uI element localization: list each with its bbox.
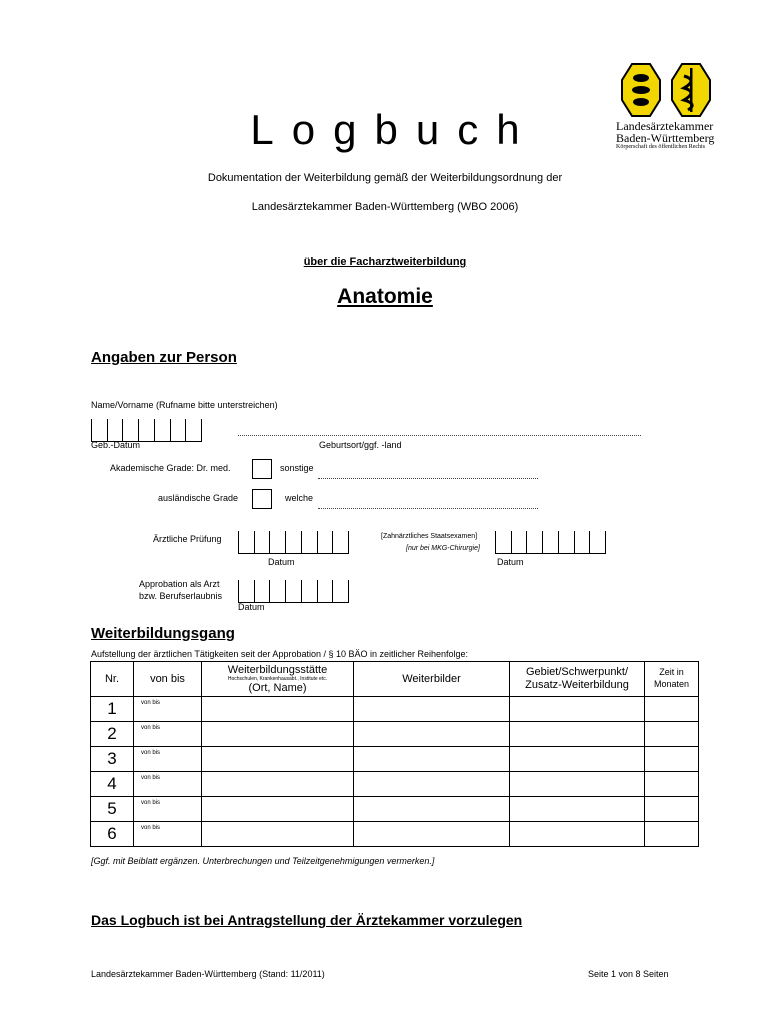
row-staette[interactable] bbox=[202, 722, 354, 747]
row-weiterbilder[interactable] bbox=[354, 772, 510, 797]
row-weiterbilder[interactable] bbox=[354, 697, 510, 722]
col-zeit-1: Zeit in bbox=[659, 667, 684, 678]
logo-text-2: Baden-Württemberg bbox=[616, 131, 715, 145]
row-gebiet[interactable] bbox=[510, 697, 645, 722]
row-nr: 3 bbox=[91, 747, 134, 772]
col-zeit-2: Monaten bbox=[653, 679, 690, 689]
table-row bbox=[91, 722, 699, 747]
row-vonbis: von bis bbox=[141, 825, 161, 831]
row-zeit[interactable] bbox=[645, 747, 699, 772]
weiterbildung-heading: Weiterbildungsgang bbox=[91, 625, 235, 642]
geb-datum-label: Geb.-Datum bbox=[91, 440, 141, 450]
approb-label-1: Approbation als Arzt bbox=[139, 579, 220, 589]
row-staette[interactable] bbox=[202, 747, 354, 772]
row-staette[interactable] bbox=[202, 797, 354, 822]
col-weiterbilder: Weiterbilder bbox=[354, 662, 510, 697]
footer-left: Landesärztekammer Baden-Württemberg (Stand: 11/2011) bbox=[91, 969, 325, 979]
row-nr: 2 bbox=[91, 722, 134, 747]
table-row bbox=[91, 772, 699, 797]
row-weiterbilder[interactable] bbox=[354, 747, 510, 772]
approb-label-2: bzw. Berufserlaubnis bbox=[139, 591, 223, 601]
approb-datum-label: Datum bbox=[238, 602, 265, 612]
row-vonbis-cell[interactable] bbox=[134, 697, 202, 722]
row-vonbis: von bis bbox=[141, 775, 161, 781]
welche-label: welche bbox=[285, 493, 314, 503]
row-staette[interactable] bbox=[202, 697, 354, 722]
row-gebiet[interactable] bbox=[510, 822, 645, 847]
row-gebiet[interactable] bbox=[510, 797, 645, 822]
zahn-label-2: [nur bei MKG-Chirurgie] bbox=[406, 545, 480, 552]
facharzt-subtitle: über die Facharztweiterbildung bbox=[303, 256, 467, 268]
row-staette[interactable] bbox=[202, 772, 354, 797]
footer-heading: Das Logbuch ist bei Antragstellung der Ärztekammer vorzulegen bbox=[91, 912, 523, 928]
name-label: Name/Vorname (Rufname bitte unterstreichen) bbox=[91, 400, 278, 410]
weiterbildung-intro: Aufstellung der ärztlichen Tätigkeiten seit der Approbation / § 10 BÄO in zeitlicher Reihenfolge: bbox=[91, 649, 469, 659]
page-title: Logbuch bbox=[250, 106, 538, 153]
row-weiterbilder[interactable] bbox=[354, 797, 510, 822]
approb-date-boxes[interactable] bbox=[238, 580, 349, 603]
row-vonbis-cell[interactable] bbox=[134, 797, 202, 822]
subtitle-line-1: Dokumentation der Weiterbildung gemäß der Weiterbildungsordnung der bbox=[207, 172, 563, 184]
geburtsort-line[interactable] bbox=[238, 435, 641, 436]
ausl-checkbox[interactable] bbox=[252, 489, 272, 509]
row-staette[interactable] bbox=[202, 822, 354, 847]
row-vonbis: von bis bbox=[141, 700, 161, 706]
logo-text-1: Landesärztekammer bbox=[616, 119, 714, 133]
col-gebiet-1: Gebiet/Schwerpunkt/ bbox=[525, 666, 629, 679]
welche-line[interactable] bbox=[318, 508, 538, 509]
col-gebiet bbox=[510, 662, 645, 697]
table-row bbox=[91, 697, 699, 722]
sonstige-label: sonstige bbox=[280, 463, 314, 473]
person-heading: Angaben zur Person bbox=[91, 349, 237, 366]
row-vonbis-cell[interactable] bbox=[134, 747, 202, 772]
subtitle-line-2: Landesärztekammer Baden-Württemberg (WBO 2006) bbox=[251, 201, 519, 213]
col-gebiet-2: Zusatz-Weiterbildung bbox=[525, 679, 629, 691]
col-ort-label: (Ort, Name) bbox=[248, 681, 307, 694]
row-nr: 5 bbox=[91, 797, 134, 822]
table-row bbox=[91, 797, 699, 822]
row-gebiet[interactable] bbox=[510, 747, 645, 772]
weiterbildung-table bbox=[90, 661, 699, 847]
footer-right: Seite 1 von 8 Seiten bbox=[588, 969, 669, 979]
row-zeit[interactable] bbox=[645, 772, 699, 797]
col-staette-label: Weiterbildungsstätte bbox=[227, 663, 328, 676]
zahn-datum-label: Datum bbox=[497, 557, 524, 567]
akad-label: Akademische Grade: Dr. med. bbox=[110, 463, 231, 473]
table-row bbox=[91, 747, 699, 772]
ausl-label: ausländische Grade bbox=[158, 493, 239, 503]
zahn-label-1: [Zahnärztliches Staatsexamen] bbox=[381, 533, 478, 540]
fach-title: Anatomie bbox=[337, 285, 433, 308]
row-vonbis-cell[interactable] bbox=[134, 822, 202, 847]
geburtsort-label: Geburtsort/ggf. -land bbox=[319, 440, 402, 450]
row-nr: 1 bbox=[91, 697, 134, 722]
col-staette-small: Hochschulen, Krankenhausabt., Institute etc. bbox=[227, 675, 328, 682]
row-zeit[interactable] bbox=[645, 797, 699, 822]
sonstige-line[interactable] bbox=[318, 478, 538, 479]
zahn-date-boxes[interactable] bbox=[495, 531, 606, 554]
pruefung-label: Ärztliche Prüfung bbox=[153, 534, 222, 544]
row-nr: 4 bbox=[91, 772, 134, 797]
col-vonbis: von bis bbox=[134, 662, 202, 697]
col-zeit bbox=[645, 662, 699, 697]
row-zeit[interactable] bbox=[645, 822, 699, 847]
geb-datum-boxes[interactable] bbox=[91, 419, 202, 442]
row-zeit[interactable] bbox=[645, 697, 699, 722]
table-row bbox=[91, 822, 699, 847]
row-weiterbilder[interactable] bbox=[354, 822, 510, 847]
pruefung-date-boxes[interactable] bbox=[238, 531, 349, 554]
row-vonbis-cell[interactable] bbox=[134, 772, 202, 797]
row-vonbis: von bis bbox=[141, 750, 161, 756]
col-staette bbox=[202, 662, 354, 697]
akad-checkbox[interactable] bbox=[252, 459, 272, 479]
row-weiterbilder[interactable] bbox=[354, 722, 510, 747]
row-gebiet[interactable] bbox=[510, 722, 645, 747]
pruefung-datum-label: Datum bbox=[268, 557, 295, 567]
logo-text-3: Körperschaft des öffentlichen Rechts bbox=[616, 144, 706, 150]
table-note: [Ggf. mit Beiblatt ergänzen. Unterbrechungen und Teilzeitgenehmigungen vermerken.] bbox=[91, 856, 435, 866]
row-vonbis: von bis bbox=[141, 800, 161, 806]
row-gebiet[interactable] bbox=[510, 772, 645, 797]
row-nr: 6 bbox=[91, 822, 134, 847]
row-zeit[interactable] bbox=[645, 722, 699, 747]
col-nr: Nr. bbox=[91, 662, 134, 697]
row-vonbis: von bis bbox=[141, 725, 161, 731]
row-vonbis-cell[interactable] bbox=[134, 722, 202, 747]
